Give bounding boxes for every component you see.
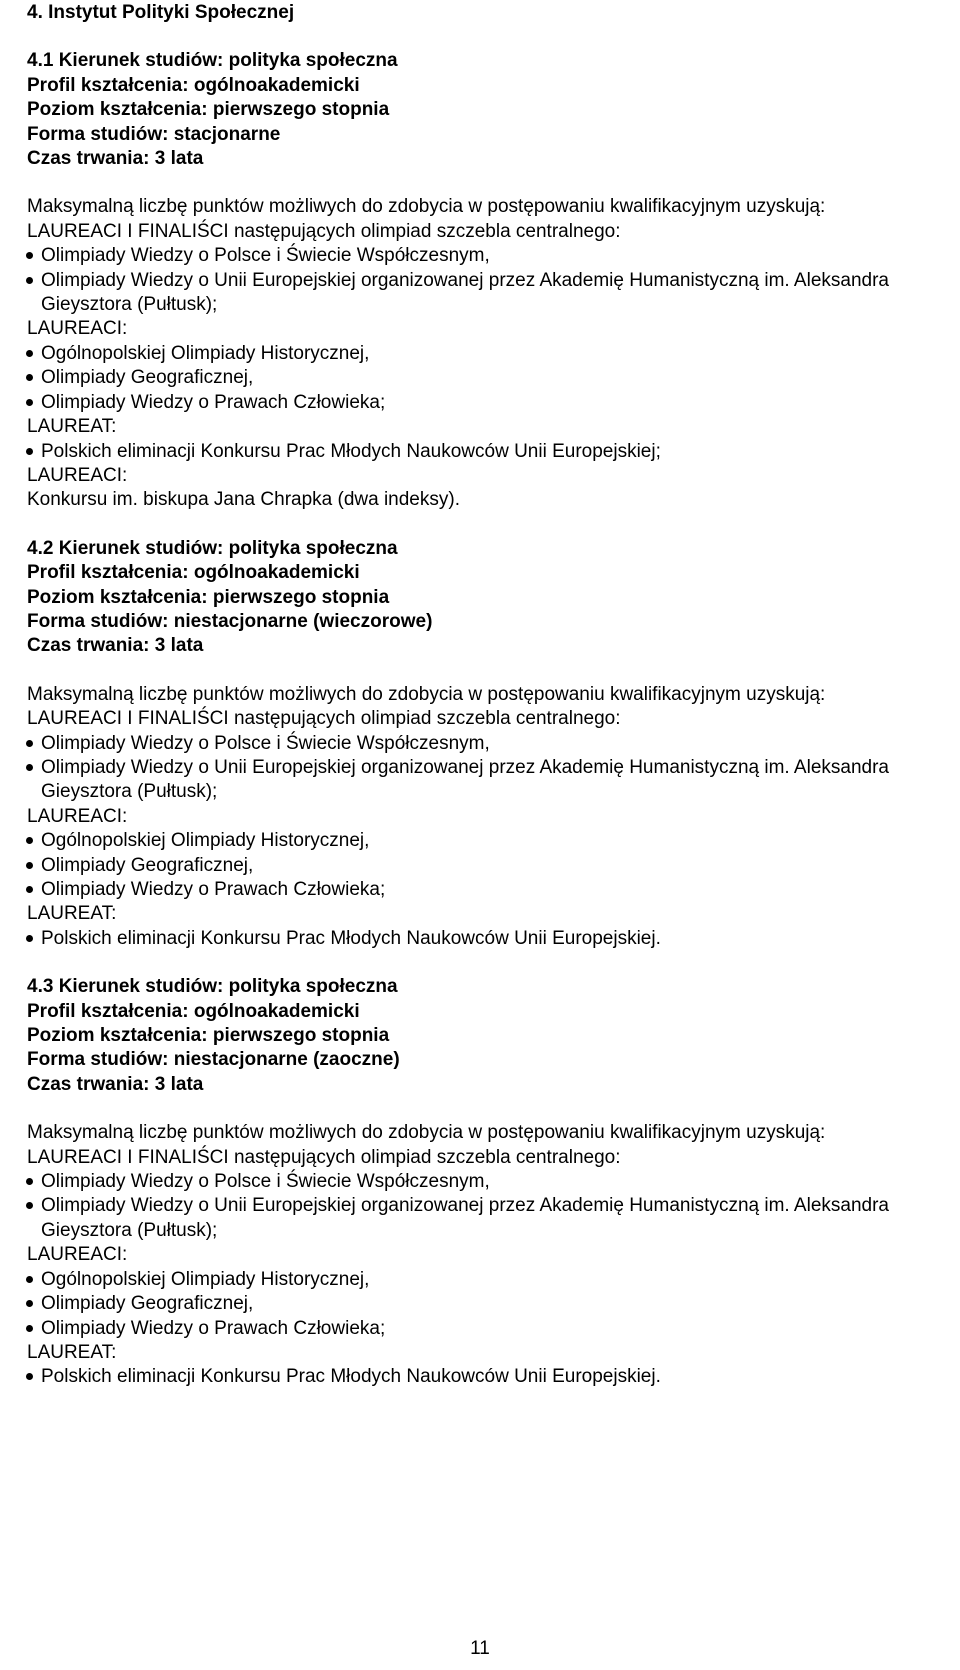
laureate-group-label: LAUREACI: [27, 1244, 128, 1266]
document-page [27, 0, 952, 1390]
list-item-text: Olimpiady Geograficznej, [41, 367, 254, 389]
list-item [27, 1194, 952, 1243]
page-number: 11 [470, 1638, 490, 1659]
olympiad-list [27, 829, 952, 902]
bullet-icon [26, 1373, 33, 1380]
laureate-group-label: LAUREACI I FINALIŚCI następujących olimpiad szczebla centralnego: [27, 1146, 621, 1168]
list-item [27, 1268, 952, 1292]
laureate-group-label: LAUREAT: [27, 1341, 117, 1363]
program-detail-line: Poziom kształcenia: pierwszego stopnia [27, 99, 390, 121]
list-item-text: Olimpiady Geograficznej, [41, 1293, 254, 1315]
bullet-icon [26, 252, 33, 259]
laureate-group-label: LAUREACI: [27, 318, 128, 340]
list-item [27, 391, 952, 415]
laureate-group-label: LAUREACI: [27, 805, 128, 827]
list-item [27, 732, 952, 756]
bullet-icon [26, 740, 33, 747]
bullet-icon [26, 1178, 33, 1185]
list-item [27, 1292, 952, 1316]
bullet-icon [26, 1300, 33, 1307]
list-item-text: Polskich eliminacji Konkursu Prac Młodych Naukowców Unii Europejskiej. [41, 1366, 661, 1388]
list-item-text: Ogólnopolskiej Olimpiady Historycznej, [41, 342, 370, 364]
program-detail-line: Forma studiów: niestacjonarne (zaoczne) [27, 1049, 400, 1071]
program-heading: 4.2 Kierunek studiów: polityka społeczna [27, 537, 398, 559]
bullet-icon [26, 837, 33, 844]
list-item [27, 269, 952, 318]
olympiad-list [27, 342, 952, 415]
program-heading: 4.1 Kierunek studiów: polityka społeczna [27, 50, 398, 72]
list-item-text: Ogólnopolskiej Olimpiady Historycznej, [41, 1268, 370, 1290]
list-item [27, 342, 952, 366]
list-item [27, 756, 952, 805]
list-item-text: Olimpiady Wiedzy o Prawach Człowieka; [41, 1317, 386, 1339]
laureate-group-label: LAUREAT: [27, 903, 117, 925]
list-item [27, 878, 952, 902]
bullet-icon [26, 1276, 33, 1283]
admission-intro: Maksymalną liczbę punktów możliwych do zdobycia w postępowaniu kwalifikacyjnym uzyskują: [27, 683, 826, 705]
laureate-group-label: LAUREAT: [27, 416, 117, 438]
program-detail-line: Czas trwania: 3 lata [27, 635, 204, 657]
list-item-text: Olimpiady Wiedzy o Polsce i Świecie Współczesnym, [41, 245, 490, 267]
study-program-section [27, 537, 952, 952]
study-program-section [27, 975, 952, 1390]
list-item-text: Olimpiady Wiedzy o Unii Europejskiej organizowanej przez Akademię Humanistyczną im. Aleksandra Gieysztora (Pułtusk); [41, 756, 889, 803]
closing-line: Konkursu im. biskupa Jana Chrapka (dwa indeksy). [27, 489, 460, 511]
list-item-text: Olimpiady Wiedzy o Polsce i Świecie Współczesnym, [41, 732, 490, 754]
sections-container [27, 49, 952, 1389]
list-item-text: Olimpiady Wiedzy o Unii Europejskiej organizowanej przez Akademię Humanistyczną im. Aleksandra Gieysztora (Pułtusk); [41, 269, 889, 316]
list-item [27, 1365, 952, 1389]
bullet-icon [26, 1202, 33, 1209]
olympiad-list [27, 244, 952, 317]
program-detail-line: Forma studiów: niestacjonarne (wieczorowe) [27, 610, 433, 632]
laureate-group-label: LAUREACI: [27, 464, 128, 486]
chapter-title: 4. Instytut Polityki Społecznej [27, 2, 295, 23]
program-detail-line: Profil kształcenia: ogólnoakademicki [27, 74, 360, 96]
olympiad-list [27, 732, 952, 805]
olympiad-list [27, 1170, 952, 1243]
bullet-icon [26, 862, 33, 869]
program-detail-line: Poziom kształcenia: pierwszego stopnia [27, 1025, 390, 1047]
bullet-icon [26, 374, 33, 381]
list-item-text: Olimpiady Wiedzy o Prawach Człowieka; [41, 391, 386, 413]
laureate-group-label: LAUREACI I FINALIŚCI następujących olimpiad szczebla centralnego: [27, 708, 621, 730]
list-item-text: Olimpiady Wiedzy o Prawach Człowieka; [41, 879, 386, 900]
program-detail-line: Forma studiów: stacjonarne [27, 123, 281, 145]
list-item [27, 440, 952, 464]
list-item [27, 854, 952, 878]
list-item [27, 927, 952, 951]
list-item [27, 244, 952, 268]
list-item-text: Ogólnopolskiej Olimpiady Historycznej, [41, 830, 370, 852]
program-details [27, 975, 952, 1097]
program-detail-line: Czas trwania: 3 lata [27, 148, 204, 170]
olympiad-list [27, 927, 952, 951]
bullet-icon [26, 399, 33, 406]
bullet-icon [26, 1325, 33, 1332]
bullet-icon [26, 764, 33, 771]
program-details [27, 49, 952, 171]
program-detail-line: Profil kształcenia: ogólnoakademicki [27, 1000, 360, 1022]
program-details [27, 537, 952, 659]
program-detail-line: Czas trwania: 3 lata [27, 1073, 204, 1095]
bullet-icon [26, 448, 33, 455]
olympiad-list [27, 1365, 952, 1389]
list-item [27, 366, 952, 390]
bullet-icon [26, 350, 33, 357]
program-detail-line: Poziom kształcenia: pierwszego stopnia [27, 586, 390, 608]
laureate-group-label: LAUREACI I FINALIŚCI następujących olimpiad szczebla centralnego: [27, 220, 621, 242]
list-item [27, 1170, 952, 1194]
list-item-text: Polskich eliminacji Konkursu Prac Młodych Naukowców Unii Europejskiej; [41, 440, 661, 462]
olympiad-list [27, 1268, 952, 1341]
olympiad-list [27, 440, 952, 464]
list-item-text: Olimpiady Wiedzy o Polsce i Świecie Współczesnym, [41, 1171, 490, 1193]
admission-intro: Maksymalną liczbę punktów możliwych do zdobycia w postępowaniu kwalifikacyjnym uzyskują: [27, 196, 826, 218]
bullet-icon [26, 935, 33, 942]
study-program-section [27, 49, 952, 512]
list-item [27, 1317, 952, 1341]
program-detail-line: Profil kształcenia: ogólnoakademicki [27, 562, 360, 584]
list-item-text: Polskich eliminacji Konkursu Prac Młodych Naukowców Unii Europejskiej. [41, 927, 661, 949]
bullet-icon [26, 886, 33, 893]
admission-intro: Maksymalną liczbę punktów możliwych do zdobycia w postępowaniu kwalifikacyjnym uzyskują: [27, 1122, 826, 1144]
list-item-text: Olimpiady Geograficznej, [41, 854, 254, 876]
list-item [27, 829, 952, 853]
bullet-icon [26, 277, 33, 284]
list-item-text: Olimpiady Wiedzy o Unii Europejskiej organizowanej przez Akademię Humanistyczną im. Aleksandra Gieysztora (Pułtusk); [41, 1195, 889, 1241]
program-heading: 4.3 Kierunek studiów: polityka społeczna [27, 976, 398, 998]
